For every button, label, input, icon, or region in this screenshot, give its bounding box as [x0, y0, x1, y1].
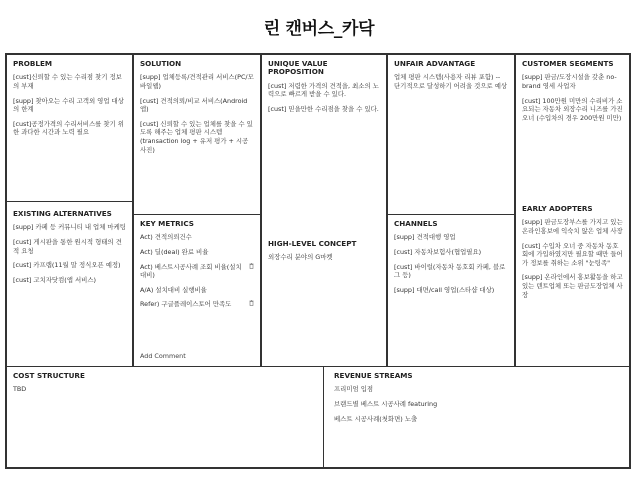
- solution-heading: SOLUTION: [140, 59, 182, 68]
- revenue-streams-item: 프리미엄 입점: [334, 385, 374, 394]
- page-title: 린 캔버스_카닥: [263, 19, 375, 39]
- existing-alternatives-item: [cust] 고치자닷컴(앱 서비스): [13, 275, 96, 284]
- solution-item: [cust] 견적의뢰/비교 서비스(Android 앱): [140, 96, 248, 114]
- uvp-item: [cust] 믿을만한 수리점을 찾을 수 있다.: [268, 104, 379, 113]
- early-adopters-block: [522, 205, 624, 305]
- revenue-streams-item: 베스트 시공사례(첫화면) 노출: [334, 414, 418, 423]
- key-metrics-item: Refer) 구글플레이스토어 만족도: [140, 300, 232, 309]
- revenue-streams-item: 브랜드별 베스트 시공사례 featuring: [334, 399, 438, 408]
- channels-item: [cust] 바이럴(자동차 동호회 카페, 블로그 등): [394, 262, 506, 280]
- high-level-concept-block: [268, 240, 380, 268]
- early-adopters-item: [supp] 온라인에서 홍보활동을 하고 있는 덴트업체 또는 판금도장업체 사장: [522, 273, 623, 299]
- customer-segments-item: [cust] 100만원 미만의 수리비가 소요되는 자동차 외장수리 니즈를 가진 오너 (수입차의 경우 200만원 미만): [522, 96, 623, 122]
- early-adopters-heading: EARLY ADOPTERS: [522, 204, 593, 213]
- channels-item: [cust] 자동차보험사(협업필요): [394, 247, 482, 256]
- high-level-concept-item: 외장수리 분야의 G마켓: [268, 253, 333, 262]
- channels-section: [387, 215, 515, 367]
- existing-alternatives-item: [cust] 카프랩(11월 말 정식오픈 예정): [13, 261, 121, 270]
- solution-item: [supp] 업체등록/견적관리 서비스(PC/모바일웹): [140, 73, 254, 90]
- key-metrics-row: [140, 300, 254, 315]
- revenue-streams-section: [324, 367, 629, 467]
- key-metrics-item: A/A) 설치대비 실행비율: [140, 285, 207, 294]
- existing-alternatives-item: [cust] 게시판을 통한 원시적 형태의 견적 요청: [13, 237, 122, 255]
- existing-alternatives-heading: EXISTING ALTERNATIVES: [13, 209, 112, 218]
- problem-heading: PROBLEM: [13, 59, 53, 68]
- key-metrics-item: Act) 견적의뢰건수: [140, 233, 192, 242]
- lean-canvas: [5, 53, 631, 469]
- early-adopters-item: [cust] 수입차 오너 중 자동차 동호회에 가입하였지만 필요할 때만 들어가 정보를 취하는 소위 "눈팅족": [522, 241, 623, 267]
- solution-item: [cust] 신뢰할 수 있는 업체를 찾을 수 있도록 해주는 업체 평판 시스템 (transaction log + 유저 평가 + 시공사진): [140, 119, 253, 154]
- key-metrics-item: Act) 베스트시공사례 조회 비율(설치대비): [140, 262, 242, 280]
- customer-segments-heading: CUSTOMER SEGMENTS: [522, 59, 614, 68]
- solution-section: [133, 55, 261, 215]
- problem-item: [supp] 찾아오는 수리 고객외 영업 대상의 한계: [13, 96, 124, 114]
- trash-icon[interactable]: [249, 263, 254, 269]
- unfair-advantage-section: [387, 55, 515, 215]
- early-adopters-item: [supp] 판금도장부스를 가지고 있는 온라인홍보에 익숙치 않은 업체 사장: [522, 218, 623, 235]
- key-metrics-item: Act) 딜(deal) 완료 비율: [140, 247, 209, 256]
- customer-segments-item: [supp] 판금/도장시설을 갖춘 no-brand 영세 사업자: [522, 73, 617, 90]
- cost-structure-item: TBD: [13, 385, 27, 394]
- customer-segments-section: [515, 55, 629, 367]
- problem-item: [cust]공정가격의 수리서비스를 찾기 위한 과다한 시간과 노력 필요: [13, 119, 124, 137]
- add-comment-button[interactable]: Add Comment: [140, 352, 186, 360]
- cost-structure-section: [7, 367, 324, 467]
- uvp-heading: UNIQUE VALUE PROPOSITION: [268, 59, 328, 77]
- revenue-streams-heading: REVENUE STREAMS: [334, 371, 413, 380]
- key-metrics-heading: KEY METRICS: [140, 219, 194, 228]
- channels-item: [supp] 견적대행 영업: [394, 233, 456, 242]
- problem-item: [cust]신뢰할 수 있는 수리점 찾기 정보의 부재: [13, 73, 122, 90]
- high-level-concept-heading: HIGH-LEVEL CONCEPT: [268, 239, 357, 248]
- cost-structure-heading: COST STRUCTURE: [13, 371, 85, 380]
- uvp-section: [261, 55, 387, 367]
- channels-heading: CHANNELS: [394, 219, 438, 228]
- trash-icon[interactable]: [249, 300, 254, 306]
- uvp-item: [cust] 저렴한 가격의 견적을, 최소의 노력으로 빠르게 받을 수 있다.: [268, 81, 379, 99]
- unfair-advantage-heading: UNFAIR ADVANTAGE: [394, 59, 476, 68]
- existing-alternatives-section: [7, 202, 133, 367]
- channels-item: [supp] 대면/call 영업(스타샵 대상): [394, 285, 495, 294]
- unfair-advantage-item: 업체 평판 시스템(사용자 리뷰 포함) -- 단기적으로 달성하기 어려울 것으로 예상: [394, 73, 508, 90]
- key-metrics-row: [140, 263, 254, 286]
- key-metrics-section: [133, 215, 261, 367]
- problem-section: [7, 55, 133, 202]
- existing-alternatives-item: [supp] 카페 등 커뮤니티 내 업체 마케팅: [13, 223, 126, 232]
